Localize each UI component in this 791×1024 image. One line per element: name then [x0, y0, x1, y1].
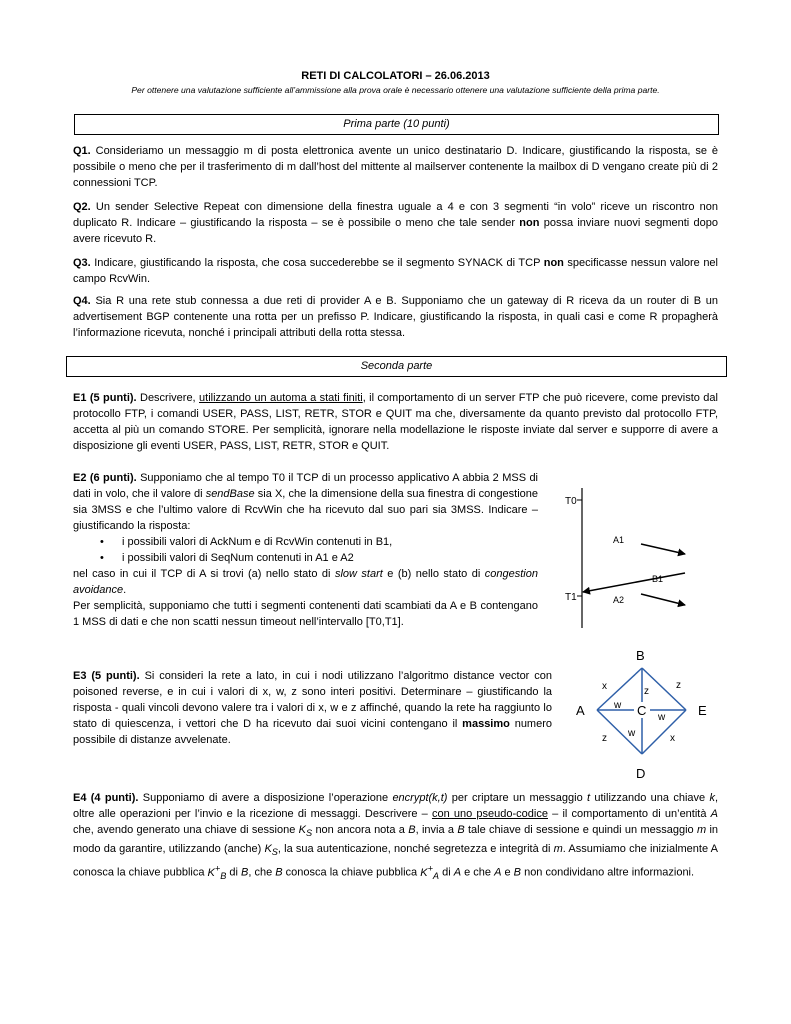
e4-t8: , invia a [415, 824, 458, 836]
a1-label: A1 [613, 535, 625, 545]
a2-label: A2 [613, 595, 625, 605]
e4-ka [420, 863, 440, 882]
edge-a-d [597, 710, 642, 754]
q3-paragraph [73, 255, 718, 287]
e2-bullet-2-text: i possibili valori di SeqNum contenuti in A1 e A2 [122, 552, 354, 564]
e3-text-b: numero possibile di distanze avvelenate. [73, 718, 552, 746]
a1-arrow [641, 544, 685, 554]
e1-paragraph [73, 390, 718, 454]
weight-ab: x [602, 681, 607, 692]
e2-text-a: Supponiamo che al tempo T0 il TCP di un processo applicativo A abbia 2 MSS di dati in volo, che il valore di [73, 472, 539, 500]
node-a: A [576, 703, 585, 718]
e4-kb-sub: B [220, 871, 227, 882]
e4-i12: A [494, 867, 502, 880]
q3-text-a: Indicare, giustificando la risposta, che cosa succederebbe se il segmento SYNACK di TCP [90, 257, 544, 269]
e4-ks2-k: K [264, 843, 272, 856]
q2-paragraph [73, 199, 718, 247]
e2-bullet-1-dot: • [100, 536, 104, 548]
e2-conditions [73, 566, 538, 598]
e4-ks2-sub: S [271, 847, 278, 858]
e4-ka-sup: + [427, 863, 433, 874]
q2-text-b: possa inviare nuovi segmenti dopo avere ricevuto R. [73, 217, 718, 245]
e4-i6: B [457, 824, 465, 836]
e4-i5: B [408, 824, 416, 836]
q3-text-b: specificasse nessun valore nel campo RcvWin. [73, 257, 718, 285]
weight-bc: z [644, 686, 649, 697]
q4-paragraph [73, 293, 718, 341]
e4-t9: tale chiave di sessione e quindi un messaggio [464, 824, 697, 836]
weight-cd: w [628, 728, 636, 739]
e4-encrypt: encrypt(k,t) [392, 792, 448, 804]
q2-bold: non [519, 217, 540, 229]
node-e: E [698, 703, 707, 718]
exam-subtitle: Per ottenere una valutazione sufficiente all’ammissione alla prova orale è necessario ottenere una valutazione sufficiente della prima parte. [131, 85, 660, 95]
e2-text-f: Per semplicità, supponiamo che tutti i segmenti contenenti dati scambiati da A e B contengano 1 MSS di dati e che non scatti nessun timeout nell’intervallo [T0,T1]. [73, 600, 538, 628]
q3-bold: non [543, 257, 564, 269]
node-b: B [636, 648, 645, 663]
e2-assumption [73, 598, 538, 630]
e4-ks2 [264, 843, 278, 858]
e4-i3: k [709, 792, 715, 804]
e4-t4: , oltre alle operazioni per l’invio e la ricezione di messaggi. Descrivere – [73, 792, 718, 820]
e4-t10: in modo da garantire, utilizzando (anche) [73, 824, 719, 856]
weight-be: z [676, 680, 681, 691]
e4-i7: m [696, 824, 707, 836]
e4-i11: A [453, 867, 462, 880]
e4-t16: di [439, 867, 454, 880]
e2-text-d: e (b) nello stato di [382, 568, 485, 580]
e2-italic-sendbase: sendBase [205, 488, 255, 500]
e4-t3: utilizzando una chiave [590, 792, 710, 804]
e4-t2: per criptare un messaggio [447, 792, 588, 804]
e4-t18: e [501, 867, 514, 880]
e4-i13: B [513, 867, 522, 880]
e2-label: E2 (6 punti). [73, 472, 137, 484]
e4-t19: non condividano altre informazioni. [521, 867, 695, 880]
q4-text: Sia R una rete stub connessa a due reti di provider A e B. Supponiamo che un gateway di R riceva da un router di B un advertisement BGP contenente una rotta per un prefisso P. Indicare, giustificando la risposta, in quali casi e come R propagherà l’informazione ricevuta, nonché i principali attributi della rotta stessa. [73, 295, 718, 339]
e4-i9: B [241, 867, 249, 880]
b1-label: B1 [652, 574, 664, 584]
e4-t14: , che [248, 867, 276, 880]
network-graph-diagram [568, 640, 718, 788]
e4-i4: A [710, 808, 719, 820]
e1-text-a: Descrivere, [136, 392, 200, 404]
weight-de: x [670, 733, 675, 744]
a2-arrow [641, 594, 685, 605]
e4-t12: . Assumiamo che inizialmente A conosca la chiave pubblica [73, 843, 718, 880]
weight-ad: z [602, 733, 607, 744]
e4-kb [207, 863, 227, 882]
t0-label: T0 [565, 496, 577, 507]
e4-t11: , la sua autenticazione, nonché segretezza e integrità di [277, 843, 554, 856]
e2-bullet-2-dot: • [100, 552, 104, 564]
e4-ka-k: K [420, 867, 428, 880]
node-c: C [637, 703, 647, 718]
e4-kb-k: K [207, 867, 215, 880]
q1-paragraph [73, 143, 718, 191]
b1-arrow [583, 573, 685, 592]
weight-ac: w [614, 700, 622, 711]
node-d: D [636, 766, 646, 781]
q2-text-a: Un sender Selective Repeat con dimensione della finestra uguale a 4 e con 3 segmenti “in volo” riceve un riscontro non duplicato R. Indicare – giustificando la risposta – se è possibile o meno che tale sender [73, 201, 718, 229]
part2-heading: Seconda parte [66, 356, 727, 377]
e4-ks-k: K [298, 824, 307, 836]
q4-label: Q4. [73, 295, 91, 307]
e1-label: E1 (5 punti). [73, 392, 137, 404]
e4-t15: conosca la chiave pubblica [282, 867, 421, 880]
e1-underline: utilizzando un automa a stati finiti [199, 392, 363, 404]
e2-bullet-1-text: i possibili valori di AckNum e di RcvWin contenuti in B1, [122, 536, 393, 548]
q1-text: Consideriamo un messaggio m di posta elettronica avente un unico destinatario D. Indicare, giustificando la risposta, se è possibile o meno che per il trasferimento di m dall’host del mittente al mailserver contenente la mailbox di D vengano create più di 2 connessioni TCP. [73, 145, 718, 189]
part1-heading: Prima parte (10 punti) [74, 114, 719, 135]
e4-paragraph [73, 790, 718, 884]
e4-label: E4 (4 punti). [73, 792, 139, 804]
t1-label: T1 [565, 592, 577, 603]
e3-bold: massimo [462, 718, 510, 730]
e2-text-c: nel caso in cui il TCP di A si trovi (a) nello stato di [73, 568, 335, 580]
q3-label: Q3. [73, 257, 91, 269]
e2-italic-slow-start: slow start [334, 568, 383, 580]
e4-ks [298, 824, 313, 839]
e4-i10: B [275, 867, 283, 880]
e3-text-a: Si consideri la rete a lato, in cui i nodi utilizzano l’algoritmo distance vector con poisoned reverse, e in cui i valori di x, w, z sono interi positivi. Determinare – giustificando la risposta - quali vincoli devono valere tra i valori di x, w e z affinché, quando la rete ha raggiunto lo stato di quiescenza, i vettori che D ha ricevuto dai suoi vicini contengano il [73, 670, 552, 730]
e4-ka-sub: A [432, 871, 440, 882]
e2-text-e: . [123, 584, 127, 596]
e4-ks-sub: S [306, 828, 313, 839]
e4-t17: e che [461, 867, 495, 880]
e4-t7: non ancora nota a [312, 824, 409, 836]
e4-t1: Supponiamo di avere a disposizione l’operazione [138, 792, 393, 804]
e4-t6: che, avendo generato una chiave di sessione [73, 824, 299, 836]
e4-i2: t [587, 792, 591, 804]
e2-intro [73, 470, 538, 534]
e3-label: E3 (5 punti). [73, 670, 140, 682]
q1-label: Q1. [73, 145, 91, 157]
e3-paragraph [73, 668, 552, 748]
e4-t5: – il comportamento di un’entità [547, 808, 711, 820]
e4-t13: di [226, 867, 242, 880]
weight-ce: w [658, 712, 666, 723]
e2-text-b: sia X, che la dimensione della sua finestra di congestione sia 3MSS e che l’ultimo valore di RcvWin che ha ricevuto dal suo pari sia 3MSS. Indicare – giustificando la risposta: [73, 488, 538, 532]
tcp-timeline-diagram [555, 488, 730, 628]
e2-italic-cong-avoid: congestion avoidance [73, 568, 538, 596]
e4-i8: m [553, 843, 563, 856]
e4-kb-sup: + [214, 863, 221, 874]
exam-title: RETI DI CALCOLATORI – 26.06.2013 [301, 70, 490, 82]
q2-label: Q2. [73, 201, 91, 213]
e1-text-b: , il comportamento di un server FTP che può ricevere, come previsto dal protocollo FTP, i comandi USER, PASS, LIST, RETR, STOR e QUIT ma che, diversamente da quanto previsto dal protocollo FTP, accetta al più un comando STORE. Per semplicità, ignorare nella modellazione le risposte inviate dal server e supporre di avere a disposizione gli eventi USER, PASS, LIST, RETR, STOR e QUIT. [73, 392, 718, 452]
e4-pseudocode: con uno pseudo-codice [431, 808, 548, 820]
